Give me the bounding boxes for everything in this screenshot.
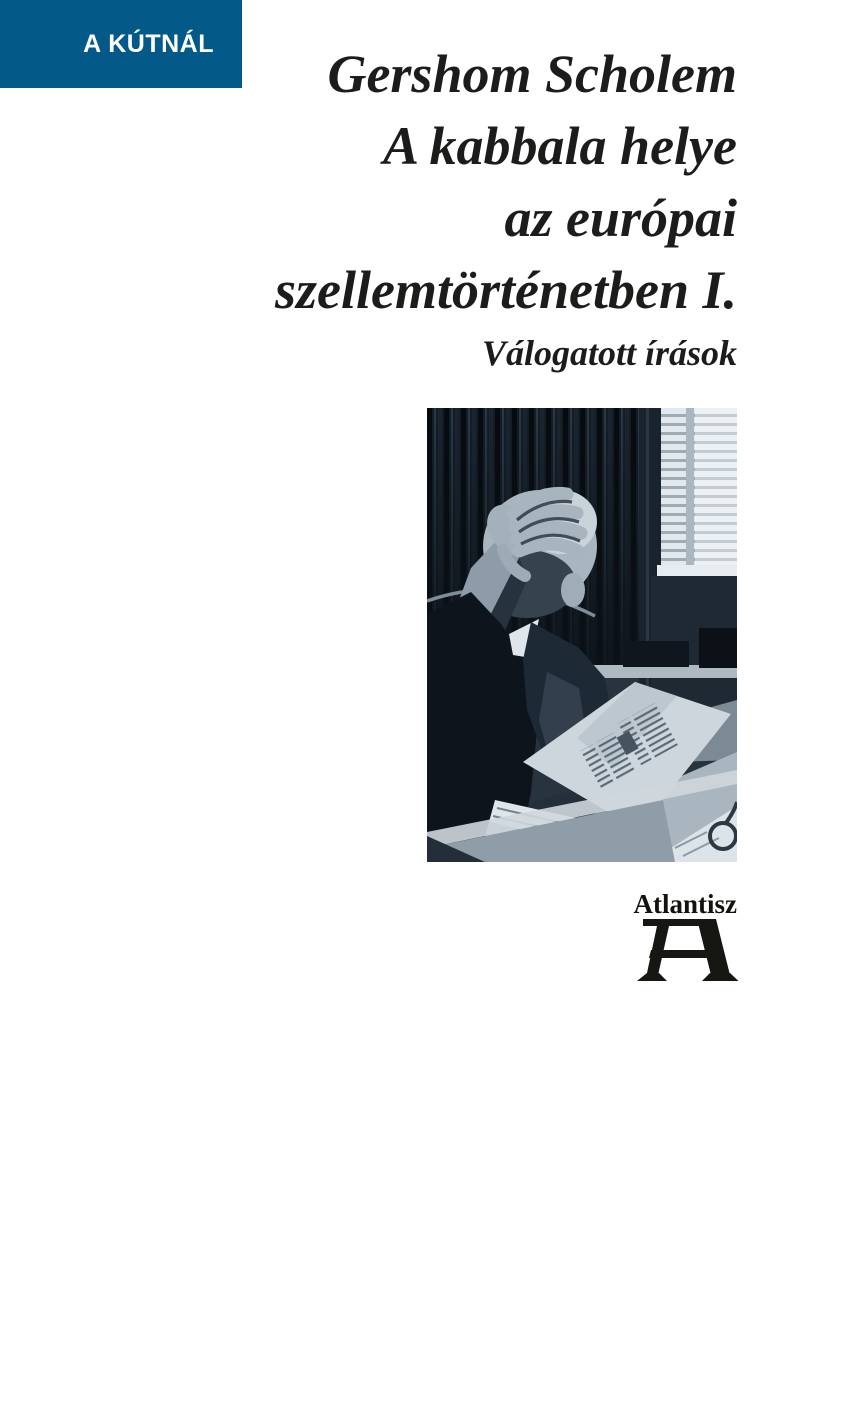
title-block — [275, 38, 737, 326]
atlantisz-logo-icon — [630, 916, 740, 981]
scholem-photo-illustration — [427, 408, 737, 862]
title-line-2: az európai — [504, 188, 737, 248]
atlantisz-a-monogram-icon — [630, 916, 740, 981]
cover-photo — [427, 408, 737, 862]
series-box — [0, 0, 242, 88]
title-line-3: szellemtörténetben I. — [275, 260, 737, 320]
subtitle: Válogatott írások — [481, 333, 737, 373]
author-name: Gershom Scholem — [327, 44, 737, 104]
series-label: A KÚTNÁL — [83, 29, 214, 58]
publisher-name: Atlantisz — [633, 889, 737, 919]
title-line-1: A kabbala helye — [383, 116, 737, 176]
